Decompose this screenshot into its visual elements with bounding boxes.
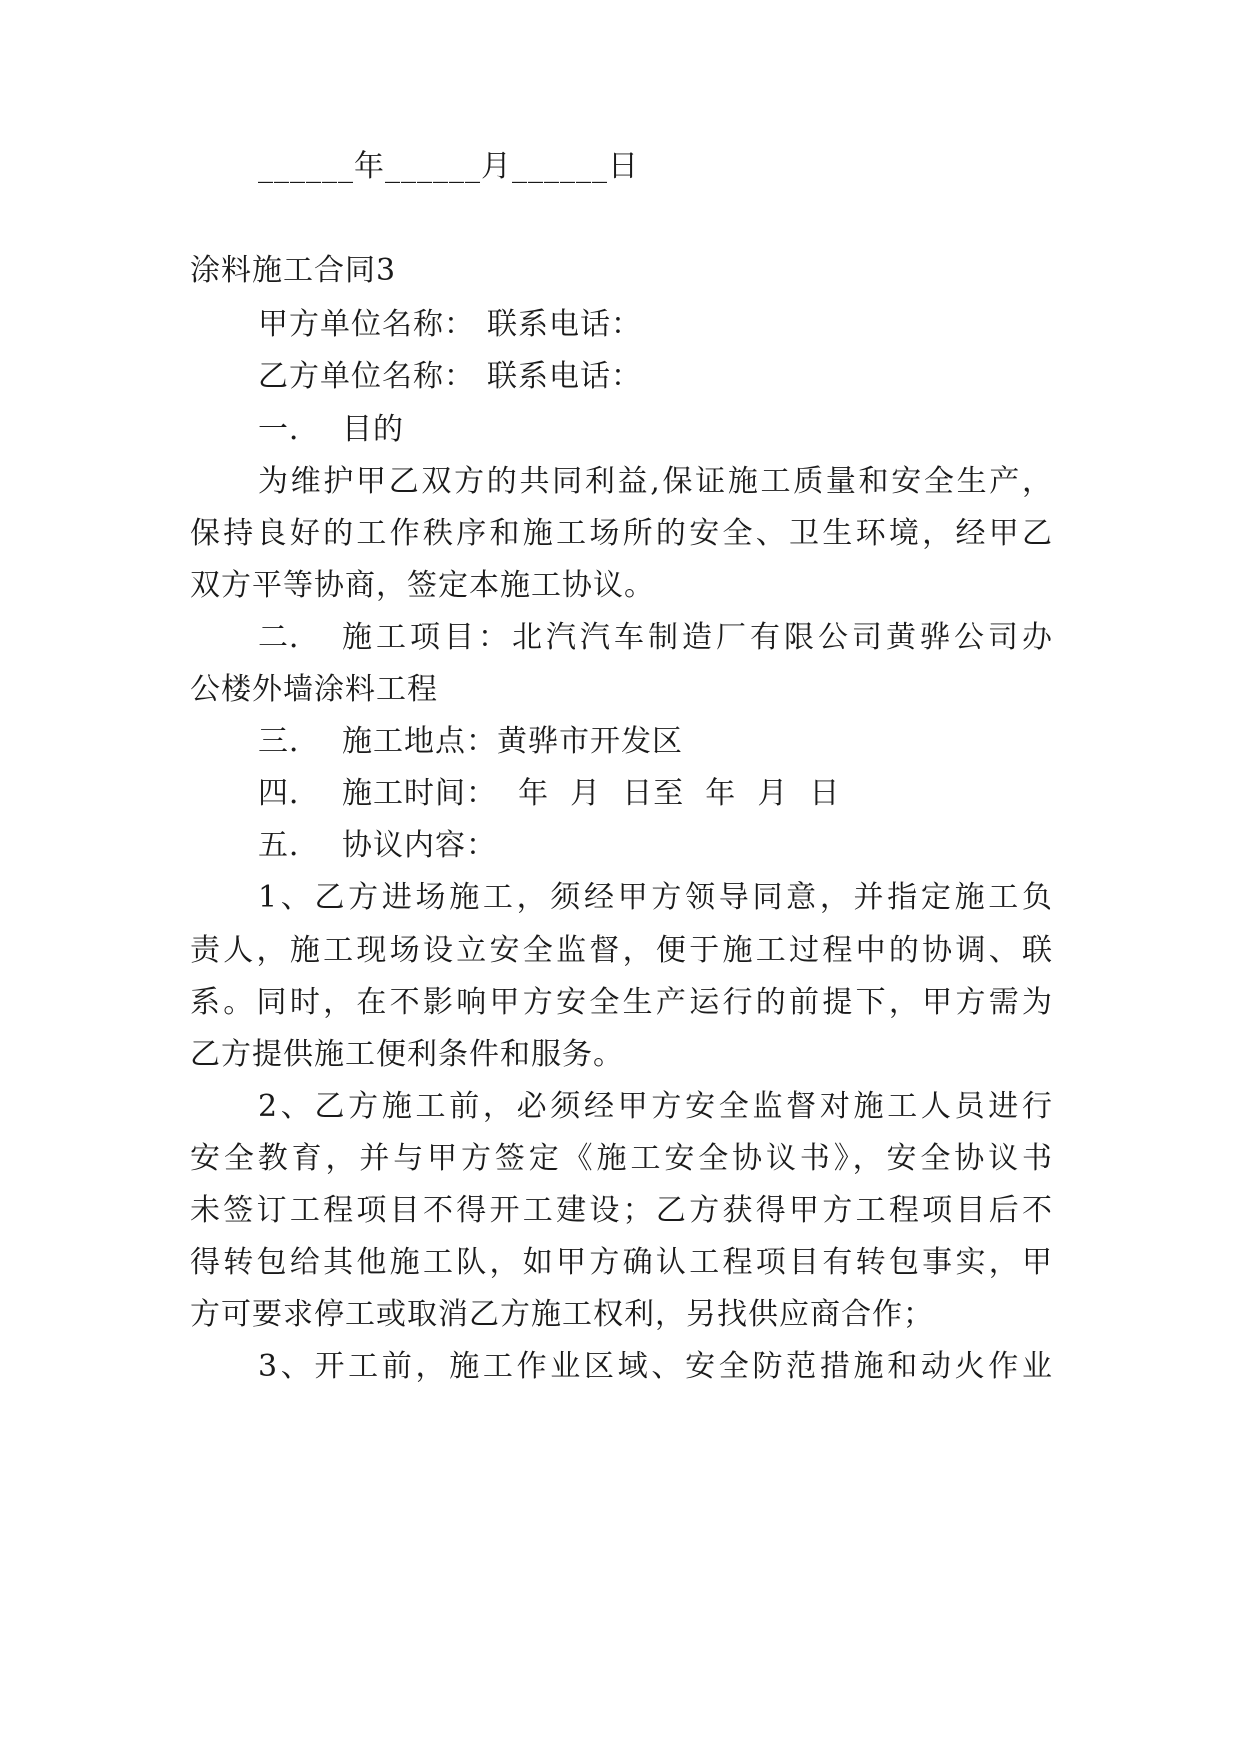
section-5-text: 协议内容： <box>342 828 497 863</box>
item-3-line: 3、开工前，施工作业区域、安全防范措施和动火作业 <box>258 1349 1052 1384</box>
section-4-text: 施工时间： 年 月 日至 年 月 日 <box>342 776 841 811</box>
item-2-line: 得转包给其他施工队，如甲方确认工程项目有转包事实，甲 <box>190 1245 1052 1280</box>
party-a-label: 甲方单位名称： <box>258 307 475 342</box>
section-5-heading <box>258 826 497 866</box>
section-3-number: 三． <box>258 724 320 759</box>
party-a-line <box>258 305 642 345</box>
section-2-heading <box>258 618 1052 658</box>
item-1-line: 乙方提供施工便利条件和服务。 <box>190 1037 624 1072</box>
section-5-number: 五． <box>258 828 320 863</box>
section-1-heading <box>258 410 404 450</box>
section-3-text: 施工地点：黄骅市开发区 <box>342 724 683 759</box>
section-4-heading <box>258 774 840 814</box>
party-b-line <box>258 357 642 397</box>
section-2-line-2: 公楼外墙涂料工程 <box>190 672 438 707</box>
section-1-body-line: 保持良好的工作秩序和施工场所的安全、卫生环境，经甲乙 <box>190 516 1052 551</box>
section-1-number: 一． <box>258 412 320 447</box>
party-b-label: 乙方单位名称： <box>258 359 475 394</box>
section-title: 涂料施工合同3 <box>190 253 397 288</box>
item-1-line: 责人，施工现场设立安全监督，便于施工过程中的协调、联 <box>190 933 1052 968</box>
item-2-line: 安全教育，并与甲方签定《施工安全协议书》，安全协议书 <box>190 1141 1052 1176</box>
section-1-body-line: 为维护甲乙双方的共同利益,保证施工质量和安全生产， <box>258 464 1052 499</box>
date-line: ______年______月______日 <box>258 149 639 184</box>
item-2-line: 2、乙方施工前，必须经甲方安全监督对施工人员进行 <box>258 1089 1052 1124</box>
item-2-line: 未签订工程项目不得开工建设；乙方获得甲方工程项目后不 <box>190 1193 1052 1228</box>
section-4-number: 四． <box>258 776 320 811</box>
section-3-heading <box>258 722 683 762</box>
section-2-line-1: 施工项目：北汽汽车制造厂有限公司黄骅公司办 <box>342 620 1052 655</box>
section-2-number: 二． <box>258 620 320 655</box>
item-1-line: 1、乙方进场施工，须经甲方领导同意，并指定施工负 <box>258 880 1052 915</box>
item-2-line: 方可要求停工或取消乙方施工权利，另找供应商合作； <box>190 1297 934 1332</box>
item-1-line: 系。同时，在不影响甲方安全生产运行的前提下，甲方需为 <box>190 985 1052 1020</box>
party-a-phone: 联系电话： <box>487 307 642 342</box>
section-1-body-line: 双方平等协商，签定本施工协议。 <box>190 568 655 603</box>
party-b-phone: 联系电话： <box>487 359 642 394</box>
section-1-title: 目的 <box>342 412 404 447</box>
